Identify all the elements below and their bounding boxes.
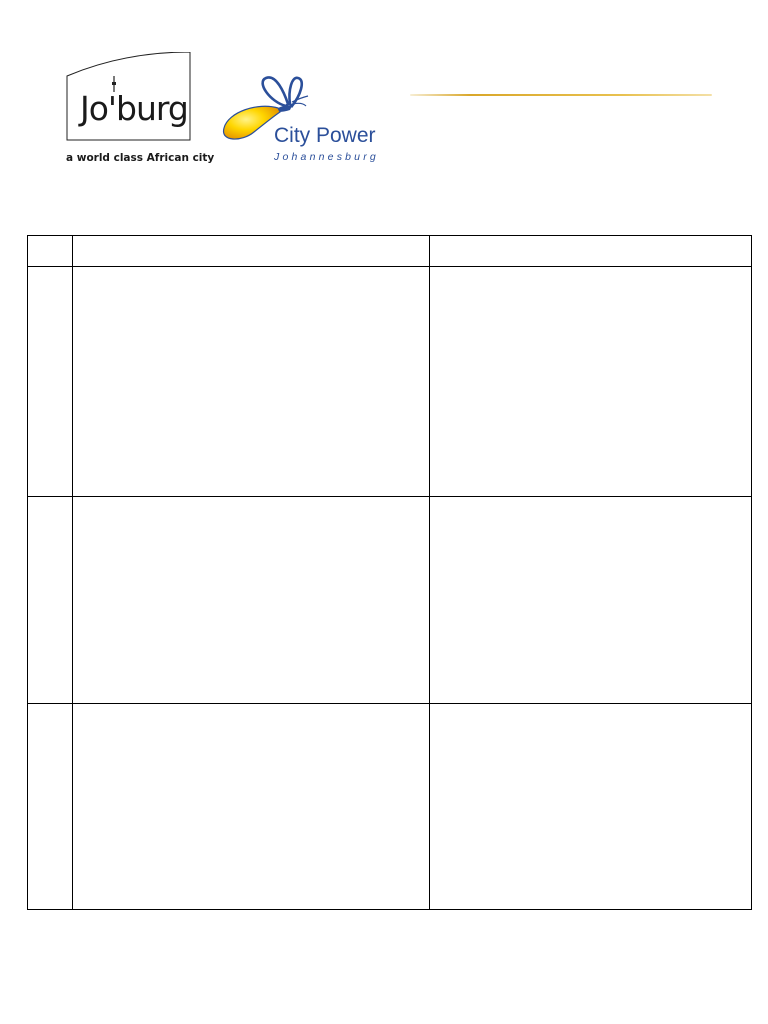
table-row bbox=[28, 267, 752, 497]
table-cell bbox=[73, 497, 430, 704]
table-cell bbox=[430, 497, 752, 704]
table-cell bbox=[430, 267, 752, 497]
header-divider bbox=[410, 94, 712, 96]
joburg-tagline: a world class African city bbox=[66, 152, 215, 164]
table-cell bbox=[28, 704, 73, 910]
table-header-cell bbox=[73, 236, 430, 267]
citypower-name: City Power bbox=[274, 124, 376, 147]
table-cell bbox=[73, 267, 430, 497]
table-header-row bbox=[28, 236, 752, 267]
table-cell bbox=[28, 267, 73, 497]
table-header-cell bbox=[430, 236, 752, 267]
table-cell bbox=[28, 497, 73, 704]
form-table bbox=[27, 235, 752, 910]
citypower-logo bbox=[218, 72, 398, 172]
table-cell bbox=[73, 704, 430, 910]
table-header-cell bbox=[28, 236, 73, 267]
joburg-logo bbox=[64, 52, 215, 172]
table-row bbox=[28, 497, 752, 704]
joburg-wordmark: Jo'burg bbox=[80, 89, 188, 128]
citypower-city: Johannesburg bbox=[274, 151, 379, 163]
table-cell bbox=[430, 704, 752, 910]
table-row bbox=[28, 704, 752, 910]
